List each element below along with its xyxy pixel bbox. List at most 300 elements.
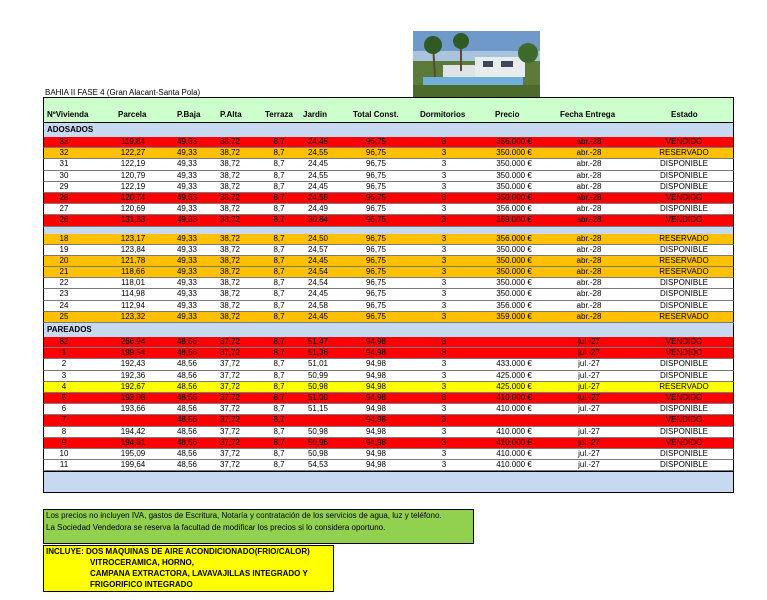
- cell-vivienda: 4: [61, 381, 67, 391]
- cell-terraza: 8,7: [273, 460, 285, 470]
- price-notes: [43, 509, 474, 544]
- cell-total-const: 94,98: [365, 370, 387, 380]
- cell-fecha-entrega: abr.-28: [576, 181, 602, 191]
- cell-jardin: 50,98: [307, 426, 329, 436]
- cell-estado: DISPONIBLE: [659, 278, 708, 288]
- table-row: [43, 278, 734, 289]
- cell-fecha-entrega: abr.-28: [576, 170, 602, 180]
- cell-total-const: 96,75: [365, 137, 387, 146]
- cell-jardin: 24,49: [307, 204, 329, 214]
- cell-parcela: 112,94: [121, 300, 145, 310]
- cell-vivienda: 19: [59, 244, 69, 254]
- cell-terraza: 8,7: [273, 215, 285, 225]
- cell-terraza: 8,7: [273, 404, 285, 414]
- cell-vivienda: 3: [61, 370, 67, 380]
- cell-estado: DISPONIBLE: [659, 289, 708, 299]
- cell-jardin: 24,45: [307, 311, 329, 321]
- cell-p-alta: 37,72: [219, 460, 241, 470]
- cell-p-baja: 48,56: [176, 370, 198, 380]
- cell-dormitorios: 3: [441, 359, 447, 369]
- cell-p-baja: 49,33: [176, 233, 198, 243]
- table-row: [43, 359, 734, 370]
- price-list-table: [43, 97, 734, 493]
- cell-p-alta: 38,72: [219, 181, 241, 191]
- cell-terraza: 8,7: [273, 381, 285, 391]
- cell-fecha-entrega: jul.-27: [578, 359, 600, 369]
- cell-vivienda: 10: [59, 448, 69, 458]
- table-row: [43, 427, 734, 438]
- cell-estado: DISPONIBLE: [659, 300, 708, 310]
- cell-dormitorios: 3: [441, 381, 447, 391]
- cell-fecha-entrega: jul.-27: [578, 348, 600, 358]
- cell-dormitorios: 3: [441, 415, 447, 425]
- cell-p-baja: 49,33: [176, 267, 198, 277]
- cell-p-baja: 49,33: [176, 311, 198, 321]
- table-row: [43, 171, 734, 182]
- table-row: [43, 382, 734, 393]
- cell-estado: VENDIDO: [665, 192, 703, 202]
- cell-p-alta: 37,72: [219, 404, 241, 414]
- cell-parcela: 123,17: [120, 233, 146, 243]
- cell-p-baja: 48,56: [176, 426, 198, 436]
- cell-p-baja: 48,56: [176, 415, 198, 425]
- header-dormitorios: Dormitorios: [420, 110, 466, 119]
- cell-dormitorios: 3: [441, 192, 447, 202]
- table-row: [43, 204, 734, 215]
- cell-dormitorios: 3: [441, 311, 447, 321]
- cell-terraza: 8,7: [273, 426, 285, 436]
- cell-fecha-entrega: jul.-27: [578, 404, 600, 414]
- cell-parcela: 119,84: [121, 137, 145, 146]
- cell-p-baja: 49,33: [176, 289, 198, 299]
- cell-terraza: 8,7: [273, 437, 285, 447]
- header-vivienda: NºVivienda: [47, 110, 89, 119]
- cell-fecha-entrega: abr.-28: [576, 192, 602, 202]
- cell-terraza: 8,7: [273, 448, 285, 458]
- cell-total-const: 96,75: [365, 170, 387, 180]
- cell-fecha-entrega: jul.-27: [578, 381, 600, 391]
- development-photo: [413, 31, 540, 97]
- section-heading: PAREADOS: [43, 323, 734, 337]
- cell-parcela: 199,54: [120, 348, 146, 358]
- cell-fecha-entrega: abr.-28: [576, 204, 602, 214]
- table-row: [43, 404, 734, 415]
- cell-dormitorios: 3: [441, 244, 447, 254]
- cell-parcela: 194,42: [120, 426, 146, 436]
- cell-estado: RESERVADO: [659, 255, 709, 265]
- cell-p-baja: 49,33: [176, 215, 198, 225]
- cell-terraza: 8,7: [273, 311, 285, 321]
- table-header: [43, 97, 734, 123]
- cell-p-baja: 48,56: [176, 392, 198, 402]
- cell-fecha-entrega: abr.-28: [576, 300, 602, 310]
- cell-fecha-entrega: jul.-27: [578, 437, 600, 447]
- table-row: [43, 438, 734, 449]
- cell-parcela: 120,69: [120, 204, 146, 214]
- cell-terraza: 8,7: [273, 192, 285, 202]
- cell-fecha-entrega: abr.-28: [576, 311, 602, 321]
- cell-terraza: 8,7: [273, 244, 285, 254]
- table-row: [43, 312, 734, 323]
- cell-parcela: 192,43: [120, 359, 146, 369]
- cell-dormitorios: 3: [441, 460, 447, 470]
- cell-precio: 356.000 €: [496, 233, 532, 243]
- cell-dormitorios: 3: [441, 137, 447, 146]
- cell-vivienda: 33: [59, 137, 69, 146]
- cell-p-alta: 38,72: [219, 255, 241, 265]
- cell-dormitorios: 3: [441, 289, 447, 299]
- cell-p-alta: 38,72: [219, 170, 241, 180]
- cell-total-const: 94,98: [365, 437, 387, 447]
- cell-dormitorios: 3: [441, 392, 447, 402]
- cell-p-alta: 37,72: [219, 359, 241, 369]
- cell-terraza: 8,7: [273, 159, 285, 169]
- cell-p-alta: 38,72: [219, 159, 241, 169]
- document-title: BAHIA II FASE 4 (Gran Alacant-Santa Pola): [45, 88, 201, 97]
- cell-terraza: 8,7: [273, 300, 285, 310]
- cell-p-alta: 38,72: [219, 311, 241, 321]
- cell-p-baja: 48,56: [176, 448, 198, 458]
- cell-precio: 350.000 €: [496, 192, 532, 202]
- includes-line: CAMPANA EXTRACTORA, LAVAVAJILLAS INTEGRADO Y: [90, 569, 308, 578]
- cell-terraza: 8,7: [273, 267, 285, 277]
- table-row: [43, 449, 734, 460]
- cell-terraza: 8,7: [273, 233, 285, 243]
- cell-parcela: 193,66: [120, 404, 146, 414]
- cell-jardin: 24,54: [307, 267, 329, 277]
- cell-total-const: 96,75: [365, 267, 387, 277]
- cell-dormitorios: 3: [441, 267, 447, 277]
- cell-p-baja: 48,56: [176, 359, 198, 369]
- cell-p-alta: 37,72: [219, 337, 241, 346]
- cell-parcela: 194,81: [120, 437, 146, 447]
- table-row: [43, 301, 734, 312]
- cell-estado: RESERVADO: [659, 233, 709, 243]
- cell-total-const: 96,75: [365, 192, 387, 202]
- cell-p-baja: 49,33: [176, 137, 198, 146]
- development-render-image: [413, 31, 540, 97]
- cell-fecha-entrega: jul.-27: [578, 460, 600, 470]
- includes-box: [43, 545, 334, 592]
- cell-p-alta: 37,72: [219, 415, 241, 425]
- note-line: Los precios no incluyen IVA, gastos de Escritura, Notaría y contratación de los servicios de agua, luz y teléfono.: [46, 511, 442, 520]
- cell-total-const: 96,75: [365, 300, 387, 310]
- cell-parcela: 195,09: [120, 448, 146, 458]
- cell-dormitorios: 3: [441, 215, 447, 225]
- cell-precio: 359.000 €: [496, 215, 532, 225]
- cell-dormitorios: 3: [441, 159, 447, 169]
- cell-fecha-entrega: abr.-28: [576, 148, 602, 158]
- cell-p-alta: 38,72: [219, 278, 241, 288]
- cell-estado: VENDIDO: [665, 415, 703, 425]
- cell-jardin: 24,57: [307, 244, 329, 254]
- table-row: [43, 182, 734, 193]
- cell-dormitorios: 3: [441, 404, 447, 414]
- includes-line: FRIGORIFICO INTEGRADO: [90, 580, 193, 589]
- cell-p-alta: 38,72: [219, 289, 241, 299]
- cell-vivienda: 25: [59, 311, 69, 321]
- cell-precio: 350.000 €: [496, 255, 532, 265]
- cell-jardin: 51,15: [307, 404, 329, 414]
- cell-terraza: 8,7: [273, 370, 285, 380]
- cell-p-alta: 37,72: [219, 381, 241, 391]
- cell-jardin: 24,45: [307, 159, 329, 169]
- cell-total-const: 96,75: [365, 159, 387, 169]
- cell-p-alta: 38,72: [219, 204, 241, 214]
- cell-fecha-entrega: jul.-27: [578, 392, 600, 402]
- cell-estado: VENDIDO: [665, 137, 703, 146]
- cell-jardin: 24,54: [307, 278, 329, 288]
- cell-vivienda: 32: [59, 148, 69, 158]
- table-footer-band: [43, 471, 734, 493]
- cell-total-const: 96,75: [365, 311, 387, 321]
- cell-fecha-entrega: abr.-28: [576, 244, 602, 254]
- table-row: [43, 289, 734, 300]
- cell-fecha-entrega: jul.-27: [578, 426, 600, 436]
- cell-precio: 350.000 €: [496, 278, 532, 288]
- table-row: [43, 148, 734, 159]
- cell-total-const: 96,75: [365, 148, 387, 158]
- cell-total-const: 96,75: [365, 233, 387, 243]
- cell-precio: 410.000 €: [496, 437, 532, 447]
- header-terraza: Terraza: [265, 110, 293, 119]
- cell-p-alta: 37,72: [219, 392, 241, 402]
- cell-p-baja: 48,56: [176, 460, 198, 470]
- note-line: La Sociedad Vendedora se reserva la facultad de modificar los precios si lo considera oportuno.: [46, 523, 386, 532]
- cell-p-baja: 49,33: [176, 300, 198, 310]
- table-row: [43, 393, 734, 404]
- cell-p-alta: 38,72: [219, 215, 241, 225]
- cell-jardin: 51,00: [307, 392, 329, 402]
- table-row: [43, 267, 734, 278]
- cell-precio: 350.000 €: [496, 159, 532, 169]
- cell-terraza: 8,7: [273, 170, 285, 180]
- cell-p-baja: 48,56: [176, 404, 198, 414]
- cell-estado: VENDIDO: [665, 337, 703, 346]
- cell-dormitorios: 3: [441, 370, 447, 380]
- cell-total-const: 96,75: [365, 181, 387, 191]
- cell-p-baja: 49,33: [176, 244, 198, 254]
- cell-estado: DISPONIBLE: [659, 448, 708, 458]
- cell-vivienda: 29: [59, 181, 69, 191]
- cell-p-baja: 49,33: [176, 148, 198, 158]
- cell-dormitorios: 3: [441, 181, 447, 191]
- cell-dormitorios: 3: [441, 448, 447, 458]
- cell-p-baja: 49,33: [176, 170, 198, 180]
- cell-jardin: 51,36: [307, 348, 329, 358]
- cell-jardin: 54,53: [307, 460, 329, 470]
- cell-total-const: 94,98: [365, 460, 387, 470]
- cell-p-baja: 48,56: [176, 437, 198, 447]
- cell-terraza: 8,7: [273, 148, 285, 158]
- cell-terraza: 8,7: [273, 359, 285, 369]
- cell-precio: 350.000 €: [496, 148, 532, 158]
- table-row: [43, 245, 734, 256]
- cell-vivienda: 23: [59, 289, 69, 299]
- table-row: [43, 234, 734, 245]
- cell-total-const: 96,75: [365, 244, 387, 254]
- cell-estado: VENDIDO: [665, 392, 703, 402]
- cell-fecha-entrega: abr.-28: [576, 278, 602, 288]
- cell-precio: 425.000 €: [496, 381, 532, 391]
- includes-line: INCLUYE: DOS MAQUINAS DE AIRE ACONDICIONADO(FRIO/CALOR): [46, 547, 310, 556]
- cell-parcela: 122,27: [120, 148, 146, 158]
- cell-vivienda: 21: [59, 267, 69, 277]
- cell-vivienda: 5: [61, 392, 67, 402]
- cell-fecha-entrega: abr.-28: [576, 289, 602, 299]
- cell-parcela: 122,19: [120, 159, 146, 169]
- cell-total-const: 94,98: [365, 404, 387, 414]
- cell-fecha-entrega: jul.-27: [578, 448, 600, 458]
- cell-jardin: 50,96: [307, 437, 329, 447]
- cell-vivienda: 11: [59, 460, 69, 470]
- cell-parcela: 131,83: [120, 215, 146, 225]
- cell-p-alta: 38,72: [219, 233, 241, 243]
- cell-fecha-entrega: abr.-28: [576, 159, 602, 169]
- cell-estado: DISPONIBLE: [659, 370, 708, 380]
- cell-p-alta: 38,72: [219, 300, 241, 310]
- cell-p-baja: 49,33: [176, 181, 198, 191]
- cell-jardin: 51,01: [307, 359, 329, 369]
- cell-precio: 356.000 €: [496, 300, 532, 310]
- cell-vivienda: 1: [61, 348, 67, 358]
- cell-fecha-entrega: abr.-28: [576, 137, 602, 146]
- cell-vivienda: 6: [61, 404, 67, 414]
- cell-precio: 410.000 €: [496, 426, 532, 436]
- cell-vivienda: 18: [59, 233, 69, 243]
- cell-vivienda: 24: [59, 300, 69, 310]
- cell-jardin: 50,98: [307, 381, 329, 391]
- section-heading: ADOSADOS: [43, 123, 734, 137]
- table-row: [43, 371, 734, 382]
- header-parcela: Parcela: [118, 110, 147, 119]
- header-p-baja: P.Baja: [177, 110, 201, 119]
- cell-precio: 410.000 €: [496, 404, 532, 414]
- cell-dormitorios: 3: [441, 148, 447, 158]
- cell-precio: 350.000 €: [496, 170, 532, 180]
- cell-total-const: 94,98: [365, 448, 387, 458]
- cell-total-const: 94,98: [365, 426, 387, 436]
- cell-p-alta: 38,72: [219, 192, 241, 202]
- cell-p-alta: 37,72: [219, 426, 241, 436]
- cell-estado: DISPONIBLE: [659, 159, 708, 169]
- cell-estado: VENDIDO: [665, 437, 703, 447]
- cell-estado: DISPONIBLE: [659, 204, 708, 214]
- cell-total-const: 96,75: [365, 215, 387, 225]
- cell-vivienda: 7: [61, 415, 67, 425]
- cell-vivienda: 27: [59, 204, 69, 214]
- cell-parcela: 266,94: [120, 337, 146, 346]
- cell-p-baja: 49,33: [176, 192, 198, 202]
- cell-estado: DISPONIBLE: [659, 426, 708, 436]
- cell-dormitorios: 3: [441, 233, 447, 243]
- cell-dormitorios: 3: [441, 337, 447, 346]
- cell-total-const: 96,75: [365, 204, 387, 214]
- cell-dormitorios: 3: [441, 255, 447, 265]
- header-fecha-entrega: Fecha Entrega: [560, 110, 616, 119]
- cell-jardin: 24,58: [307, 300, 329, 310]
- cell-p-baja: 49,33: [176, 278, 198, 288]
- header-estado: Estado: [671, 110, 698, 119]
- header-p-alta: P.Alta: [220, 110, 242, 119]
- table-row: [43, 193, 734, 204]
- cell-jardin: 24,45: [307, 137, 329, 146]
- table-row: [43, 256, 734, 267]
- cell-precio: 350.000 €: [496, 181, 532, 191]
- cell-parcela: 123,32: [120, 311, 146, 321]
- cell-total-const: 94,98: [365, 392, 387, 402]
- cell-p-alta: 38,72: [219, 148, 241, 158]
- cell-dormitorios: 3: [441, 170, 447, 180]
- cell-estado: DISPONIBLE: [659, 460, 708, 470]
- cell-precio: 356.000 €: [496, 204, 532, 214]
- cell-p-baja: 49,33: [176, 159, 198, 169]
- cell-p-baja: 49,33: [176, 255, 198, 265]
- cell-parcela: 118,01: [121, 278, 145, 288]
- cell-jardin: 24,55: [307, 170, 329, 180]
- cell-parcela: 114,98: [121, 289, 145, 299]
- cell-precio: 410.000 €: [496, 392, 532, 402]
- cell-vivienda: 82: [59, 337, 69, 346]
- cell-dormitorios: 3: [441, 204, 447, 214]
- cell-dormitorios: 3: [441, 426, 447, 436]
- cell-p-alta: 38,72: [219, 244, 241, 254]
- cell-jardin: 30,84: [307, 215, 329, 225]
- cell-vivienda: 22: [59, 278, 69, 288]
- cell-estado: DISPONIBLE: [659, 244, 708, 254]
- cell-estado: DISPONIBLE: [659, 359, 708, 369]
- cell-parcela: 192,36: [120, 370, 146, 380]
- cell-parcela: 199,64: [120, 460, 146, 470]
- cell-fecha-entrega: abr.-28: [576, 267, 602, 277]
- cell-terraza: 8,7: [273, 255, 285, 265]
- cell-dormitorios: 3: [441, 348, 447, 358]
- cell-precio: 425.000 €: [496, 370, 532, 380]
- group-separator: [43, 227, 734, 234]
- cell-estado: VENDIDO: [665, 348, 703, 358]
- cell-terraza: 8,7: [273, 137, 285, 146]
- cell-p-alta: 38,72: [219, 137, 241, 146]
- cell-parcela: 120,74: [120, 192, 146, 202]
- cell-vivienda: 26: [59, 215, 69, 225]
- cell-jardin: 24,45: [307, 255, 329, 265]
- cell-p-alta: 37,72: [219, 348, 241, 358]
- cell-p-alta: 37,72: [219, 448, 241, 458]
- cell-jardin: 24,45: [307, 289, 329, 299]
- cell-dormitorios: 3: [441, 437, 447, 447]
- cell-p-baja: 48,56: [176, 348, 198, 358]
- cell-precio: 359.000 €: [496, 311, 532, 321]
- cell-precio: 410.000 €: [496, 460, 532, 470]
- cell-jardin: 51,47: [307, 337, 329, 346]
- header-precio: Precio: [495, 110, 520, 119]
- cell-total-const: 94,98: [365, 337, 387, 346]
- table-row: [43, 348, 734, 359]
- table-row: [43, 159, 734, 170]
- header-jardin: Jardin: [303, 110, 328, 119]
- cell-terraza: 8,7: [273, 337, 285, 346]
- cell-terraza: 8,7: [273, 289, 285, 299]
- cell-p-alta: 38,72: [219, 267, 241, 277]
- cell-jardin: 24,55: [307, 148, 329, 158]
- table-row: [43, 215, 734, 226]
- cell-p-baja: 48,56: [176, 337, 198, 346]
- cell-vivienda: 2: [61, 359, 67, 369]
- cell-dormitorios: 3: [441, 300, 447, 310]
- cell-vivienda: 30: [59, 170, 69, 180]
- cell-vivienda: 8: [61, 426, 67, 436]
- cell-parcela: 193,08: [120, 392, 146, 402]
